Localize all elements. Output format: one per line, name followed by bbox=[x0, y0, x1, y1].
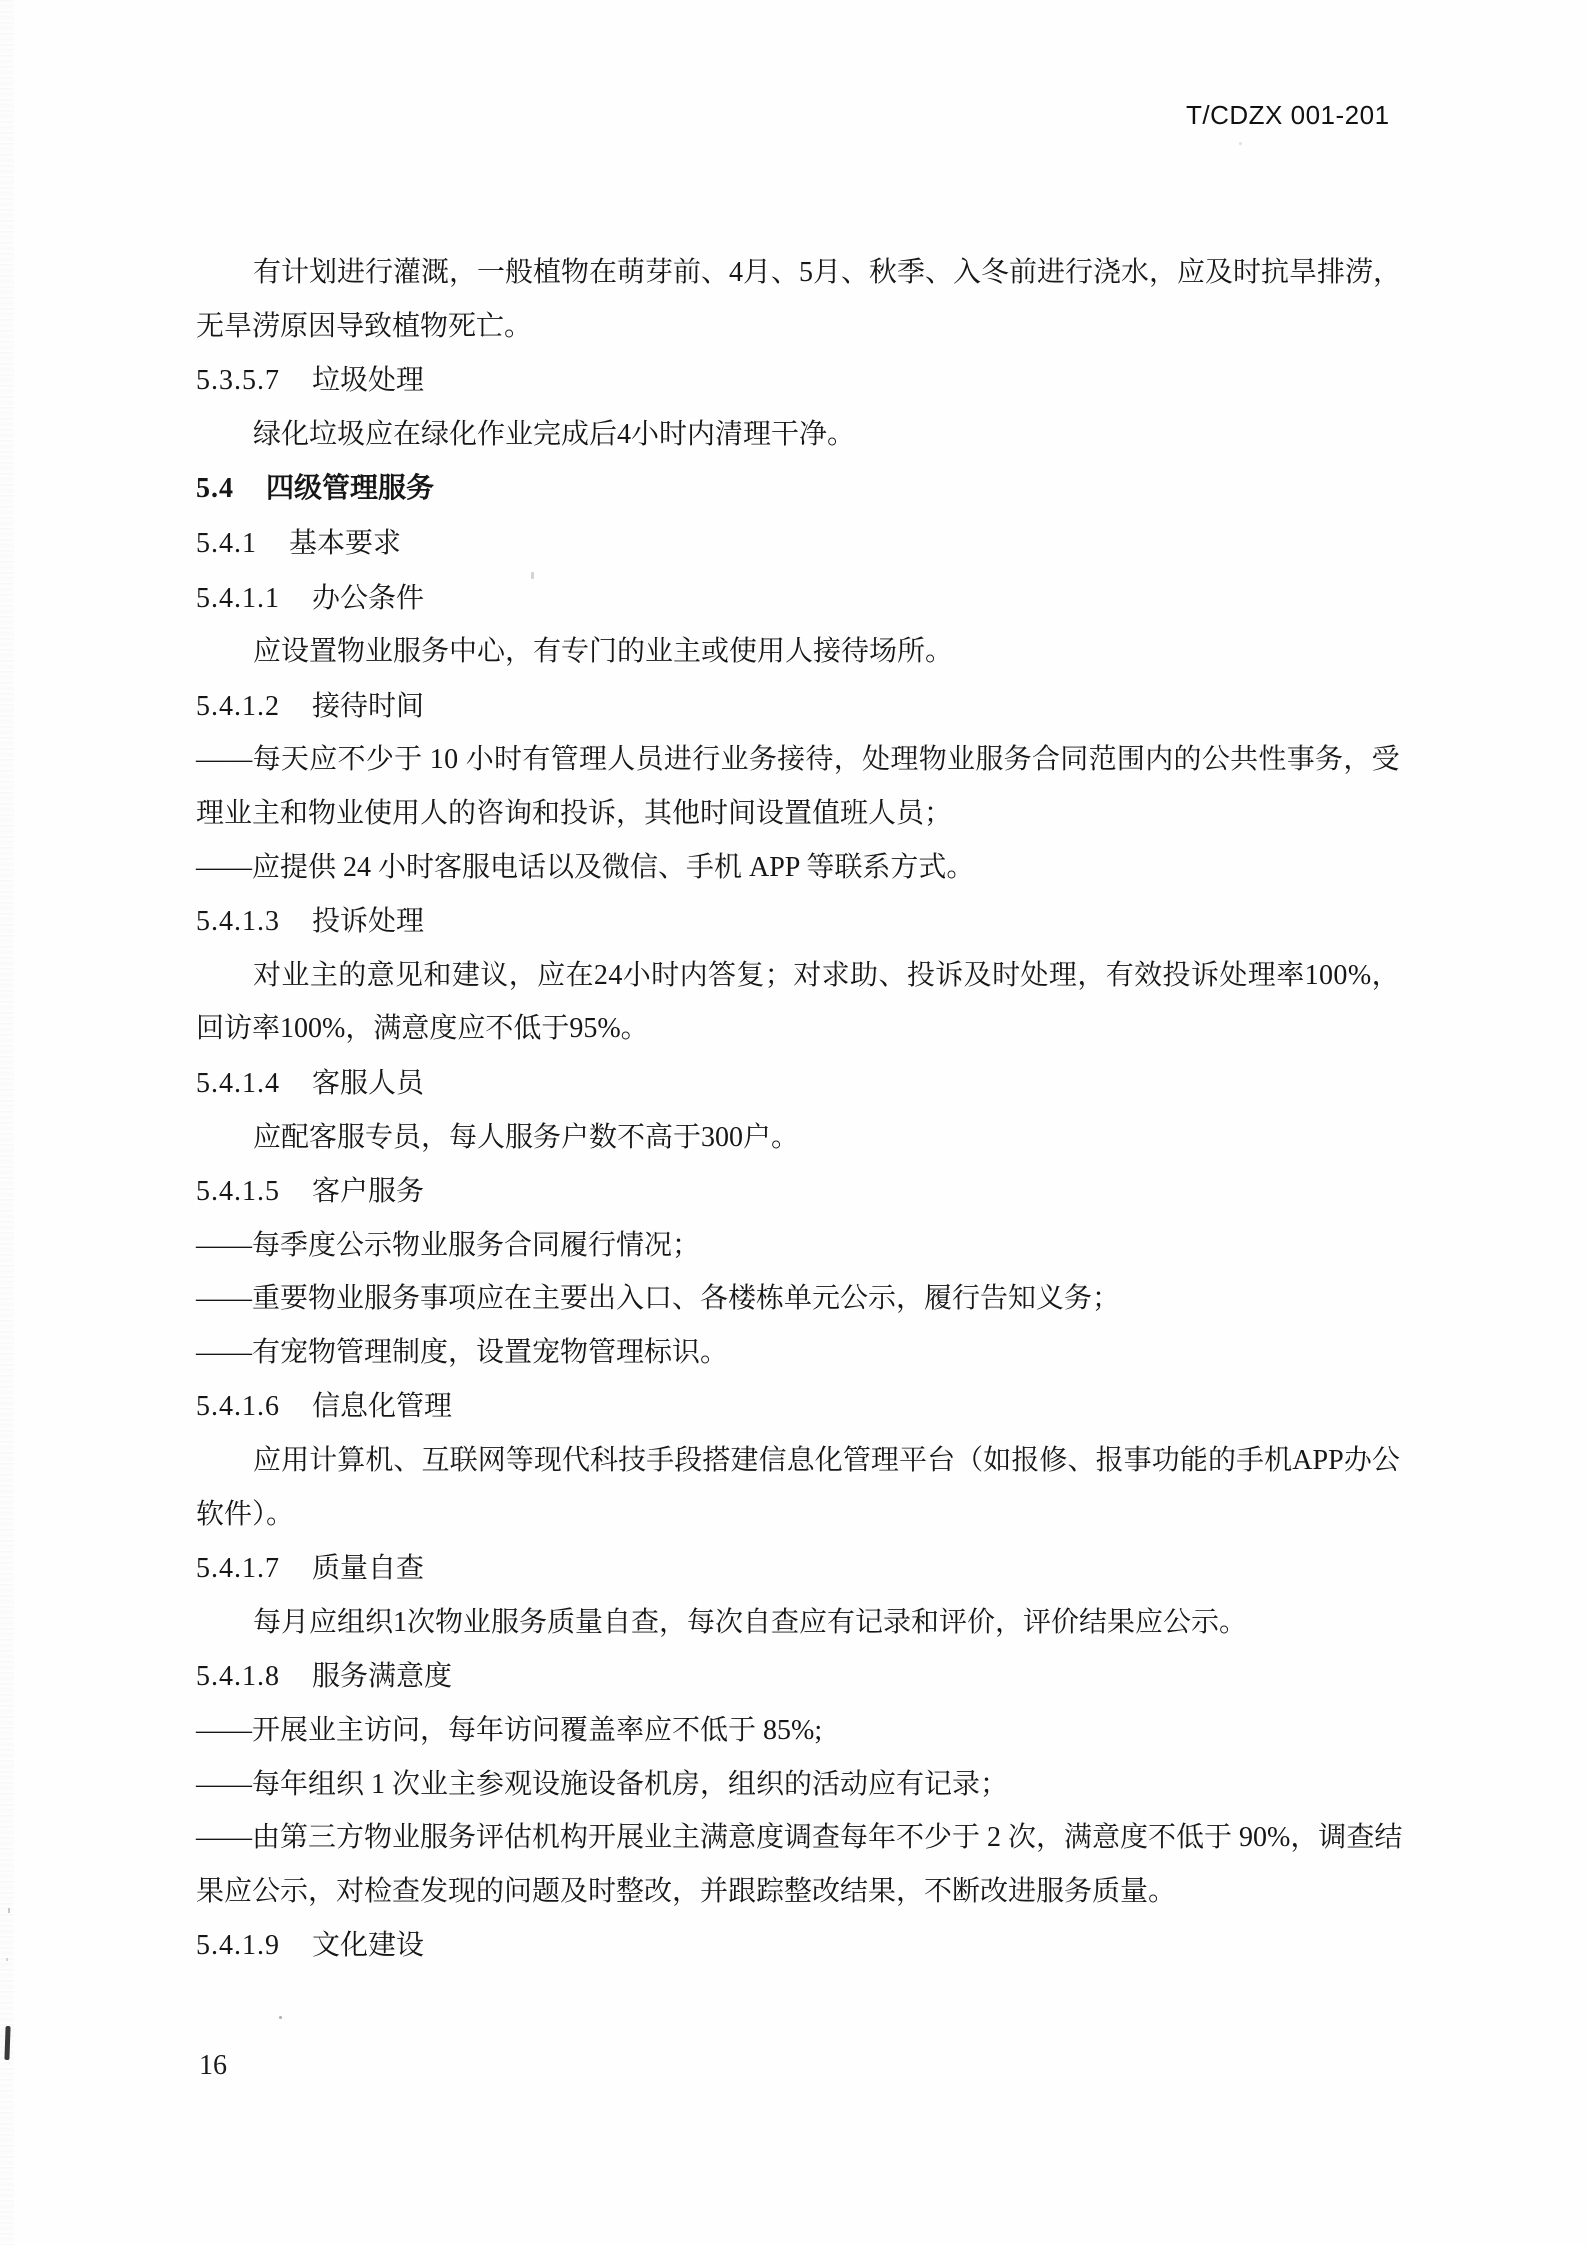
dash-item-line bbox=[196, 733, 1400, 787]
section-heading bbox=[196, 353, 1400, 408]
clause-number: 5.4.1.4 bbox=[196, 1067, 280, 1099]
standard-code: T/CDZX 001-201 bbox=[1186, 100, 1390, 130]
line-text: 每月应组织1次物业服务质量自查，每次自查应有记录和评价，评价结果应公示。 bbox=[253, 1606, 1248, 1638]
paragraph-line bbox=[196, 1596, 1400, 1650]
clause-title: 服务满意度 bbox=[312, 1660, 453, 1692]
clause-number: 5.4.1 bbox=[196, 527, 257, 559]
section-heading bbox=[196, 1918, 1400, 1973]
clause-number: 5.4.1.2 bbox=[196, 690, 280, 722]
paragraph-line bbox=[196, 787, 1400, 841]
dash-item-line bbox=[196, 1272, 1400, 1326]
section-heading bbox=[196, 1164, 1400, 1219]
clause-title: 客服人员 bbox=[312, 1066, 425, 1098]
clause-title: 文化建设 bbox=[312, 1929, 425, 1961]
dash-item-line bbox=[196, 841, 1400, 895]
line-text: 理业主和物业使用人的咨询和投诉，其他时间设置值班人员； bbox=[196, 797, 953, 829]
scan-artifact-speck bbox=[6, 1958, 8, 1961]
clause-number: 5.4.1.1 bbox=[196, 582, 280, 614]
line-text: 应设置物业服务中心，有专门的业主或使用人接待场所。 bbox=[253, 636, 954, 668]
clause-number: 5.4.1.8 bbox=[196, 1661, 280, 1693]
line-text: ——每年组织 1 次业主参观设施设备机房，组织的活动应有记录； bbox=[196, 1768, 1009, 1800]
clause-title: 投诉处理 bbox=[312, 905, 425, 937]
line-text: ——开展业主访问，每年访问覆盖率应不低于 85%; bbox=[196, 1715, 823, 1747]
clause-number: 5.4.1.7 bbox=[196, 1553, 280, 1585]
clause-number: 5.4.1.6 bbox=[196, 1391, 280, 1423]
paragraph-line bbox=[196, 1111, 1400, 1165]
section-heading bbox=[196, 1649, 1400, 1704]
clause-number: 5.4.1.9 bbox=[196, 1930, 280, 1962]
clause-number: 5.4.1.5 bbox=[196, 1176, 280, 1208]
document-body bbox=[196, 246, 1403, 1973]
section-heading bbox=[196, 461, 1400, 516]
paragraph-line bbox=[196, 1002, 1400, 1056]
line-text: 果应公示，对检查发现的问题及时整改，并跟踪整改结果，不断改进服务质量。 bbox=[196, 1875, 1177, 1907]
clause-title: 客户服务 bbox=[312, 1175, 425, 1207]
line-text: 应用计算机、互联网等现代科技手段搭建信息化管理平台（如报修、报事功能的手机APP办公 bbox=[253, 1445, 1400, 1477]
line-text: 绿化垃圾应在绿化作业完成后4小时内清理干净。 bbox=[253, 418, 856, 450]
clause-title: 垃圾处理 bbox=[312, 364, 425, 396]
dash-item-line bbox=[196, 1811, 1403, 1865]
dash-item-line bbox=[196, 1219, 1400, 1273]
line-text: ——由第三方物业服务评估机构开展业主满意度调查每年不少于 2 次，满意度不低于 90%，调查结 bbox=[196, 1822, 1403, 1854]
section-heading bbox=[196, 679, 1400, 734]
paragraph-line bbox=[196, 1488, 1400, 1542]
line-text: 回访率100%，满意度应不低于95%。 bbox=[196, 1013, 649, 1045]
paragraph-line bbox=[196, 246, 1400, 300]
scan-artifact-mark bbox=[4, 2026, 10, 2060]
paragraph-line bbox=[196, 300, 1400, 354]
section-heading bbox=[196, 1379, 1400, 1434]
section-heading bbox=[196, 571, 1400, 626]
paragraph-line bbox=[196, 1434, 1400, 1488]
clause-title: 四级管理服务 bbox=[266, 472, 435, 504]
page-number: 16 bbox=[199, 2050, 227, 2081]
line-text: 软件）。 bbox=[196, 1498, 295, 1530]
clause-number: 5.4.1.3 bbox=[196, 906, 280, 938]
paragraph-line bbox=[196, 408, 1400, 462]
scan-edge-noise bbox=[0, 0, 14, 2245]
dash-item-line bbox=[196, 1326, 1400, 1380]
dash-item-line bbox=[196, 1758, 1400, 1812]
line-text: ——重要物业服务事项应在主要出入口、各楼栋单元公示，履行告知义务； bbox=[196, 1283, 1121, 1315]
line-text: ——每天应不少于 10 小时有管理人员进行业务接待，处理物业服务合同范围内的公共性事务，受 bbox=[196, 744, 1400, 776]
clause-title: 接待时间 bbox=[312, 689, 425, 721]
line-text: 应配客服专员，每人服务户数不高于300户。 bbox=[253, 1121, 800, 1153]
paragraph-line bbox=[196, 625, 1400, 679]
scan-artifact-speck bbox=[279, 2016, 282, 2019]
dash-item-line bbox=[196, 1704, 1400, 1758]
paragraph-line bbox=[196, 949, 1400, 1003]
line-text: ——有宠物管理制度，设置宠物管理标识。 bbox=[196, 1336, 729, 1368]
section-heading bbox=[196, 516, 1400, 571]
line-text: ——应提供 24 小时客服电话以及微信、手机 APP 等联系方式。 bbox=[196, 851, 975, 883]
section-heading bbox=[196, 1056, 1400, 1111]
section-heading bbox=[196, 894, 1400, 949]
scan-artifact-speck bbox=[8, 1908, 10, 1913]
clause-title: 办公条件 bbox=[312, 581, 425, 613]
paragraph-line bbox=[196, 1865, 1400, 1919]
section-heading bbox=[196, 1541, 1400, 1596]
clause-number: 5.4 bbox=[196, 473, 234, 505]
clause-title: 信息化管理 bbox=[312, 1390, 453, 1422]
scan-artifact-speck bbox=[1239, 142, 1242, 145]
line-text: 无旱涝原因导致植物死亡。 bbox=[196, 310, 533, 342]
clause-title: 质量自查 bbox=[312, 1552, 425, 1584]
line-text: 对业主的意见和建议，应在24小时内答复；对求助、投诉及时处理，有效投诉处理率100%， bbox=[253, 959, 1400, 991]
clause-number: 5.3.5.7 bbox=[196, 365, 280, 397]
line-text: ——每季度公示物业服务合同履行情况； bbox=[196, 1229, 701, 1261]
line-text: 有计划进行灌溉，一般植物在萌芽前、4月、5月、秋季、入冬前进行浇水，应及时抗旱排涝， bbox=[253, 257, 1402, 288]
clause-title: 基本要求 bbox=[289, 526, 402, 558]
